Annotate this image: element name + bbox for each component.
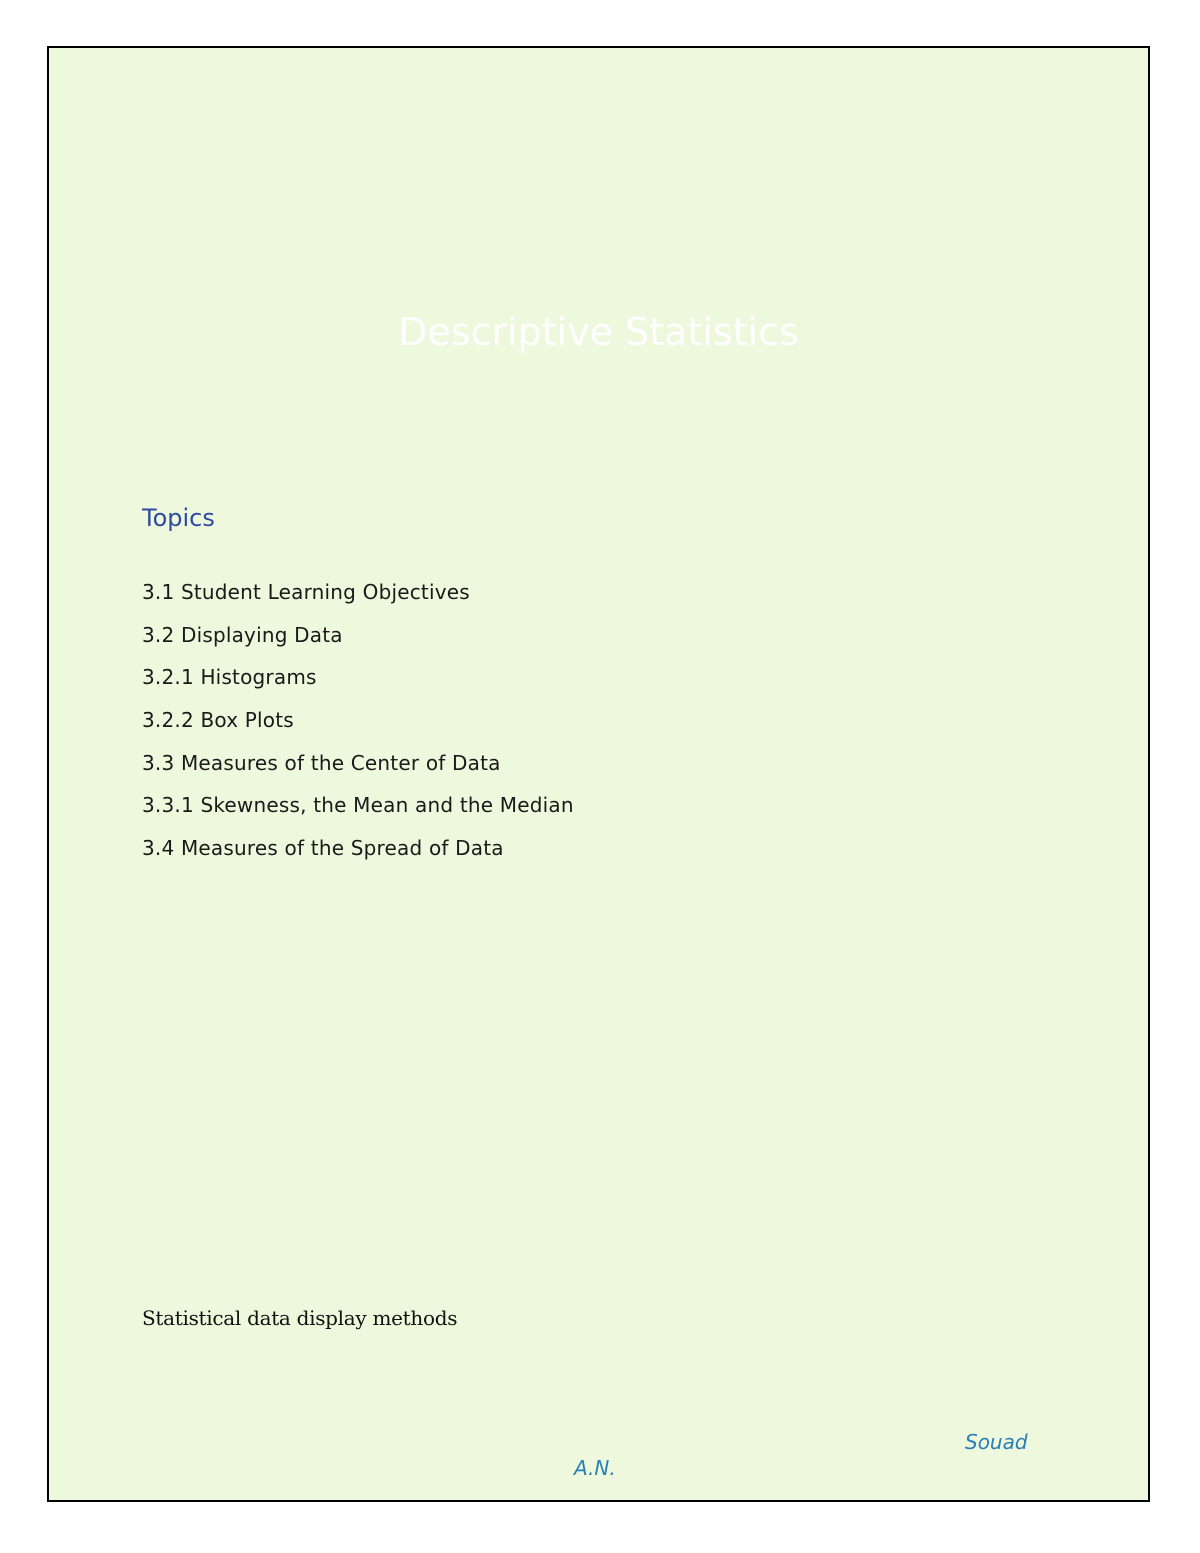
author-last-name: A.N. — [574, 1456, 616, 1480]
document-caption: Statistical data display methods — [142, 1306, 458, 1330]
topics-list — [142, 576, 574, 875]
topic-item: 3.3 Measures of the Center of Data — [142, 750, 501, 775]
topic-item: 3.2.1 Histograms — [142, 665, 317, 690]
topic-item: 3.3.1 Skewness, the Mean and the Median — [142, 793, 574, 818]
topic-item: 3.1 Student Learning Objectives — [142, 580, 470, 604]
topic-item: 3.2 Displaying Data — [142, 622, 343, 647]
document-title: Descriptive Statistics — [398, 310, 799, 354]
author-first-name: Souad — [965, 1430, 1028, 1454]
document-page — [47, 46, 1150, 1502]
topics-heading: Topics — [142, 504, 215, 532]
topic-item: 3.4 Measures of the Spread of Data — [142, 836, 504, 861]
topic-item: 3.2.2 Box Plots — [142, 708, 294, 733]
